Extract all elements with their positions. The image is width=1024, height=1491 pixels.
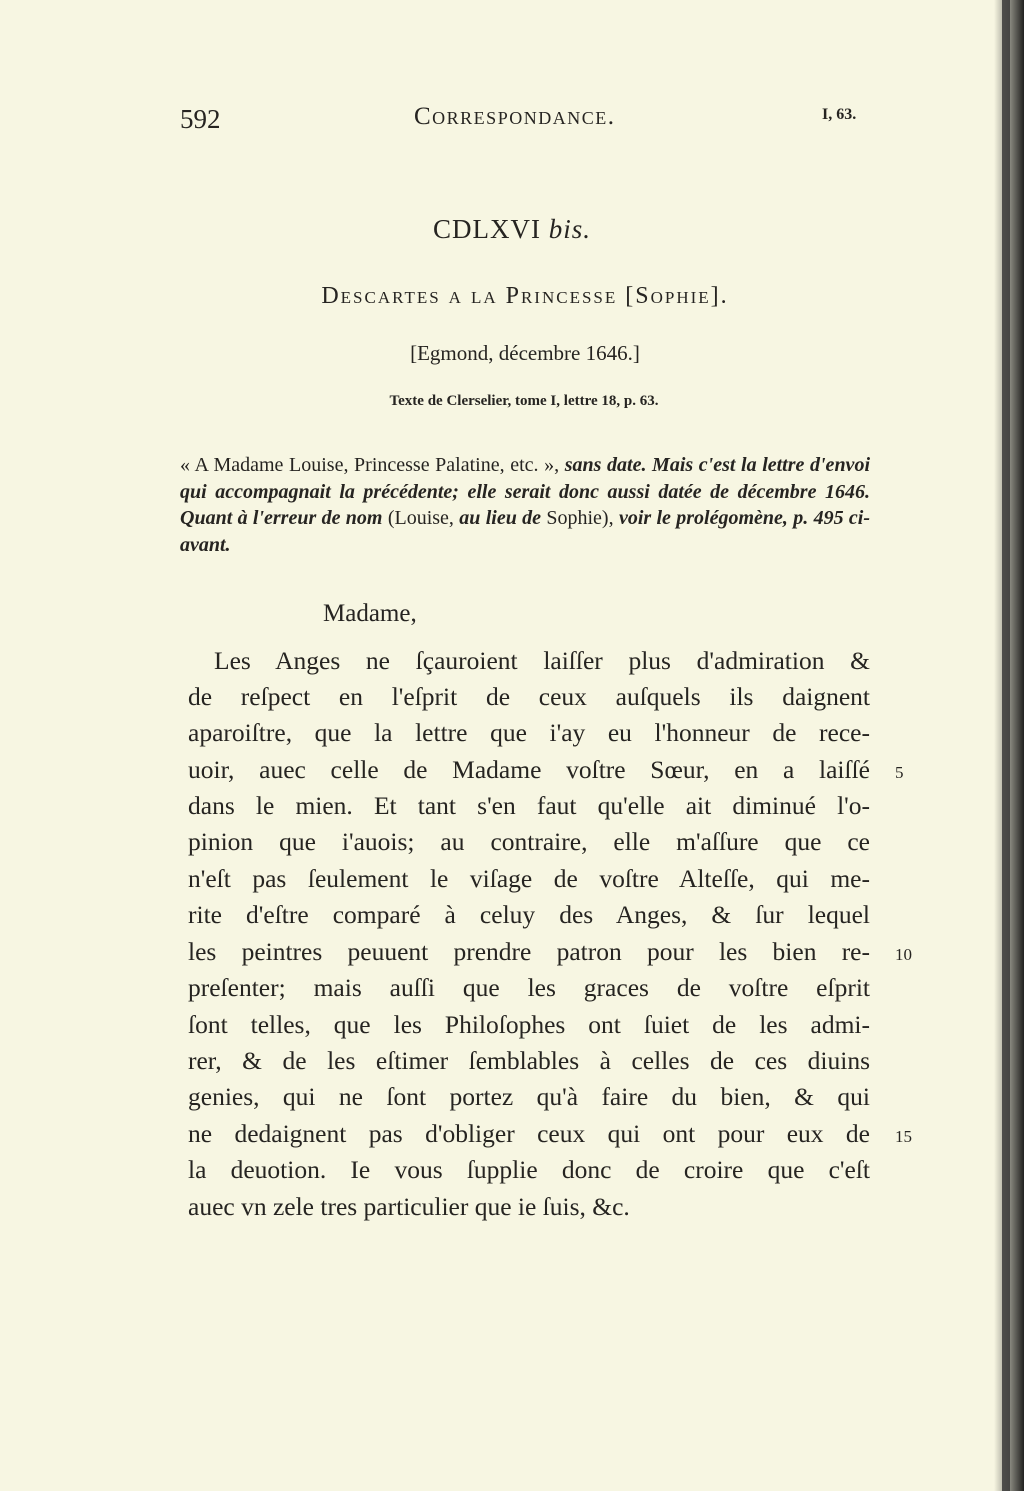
body-line: preſenter; mais auſſi que les graces de voſtre eſprit [188,973,870,1002]
note-text-3: (Louise, [387,507,460,529]
line-number: 5 [895,763,904,782]
body-line: aparoiſtre, que la lettre que i'ay eu l'honneur de rece- [188,718,870,747]
body-line: uoir, auec celle de Madame voſtre Sœur, en a laiſſé [188,755,870,784]
body-line: dans le mien. Et tant s'en faut qu'elle ait diminué l'o- [188,791,870,820]
letter-source: Texte de Clerselier, tome I, lettre 18, p. 63. [389,393,659,409]
letter-title: Descartes a la Princesse [Sophie]. [321,283,729,309]
letter-number [0,214,1024,245]
note-text-5: Sophie), [546,507,619,529]
body-line: Les Anges ne ſçauroient laiſſer plus d'admiration & [214,646,870,675]
body-line: auec vn zele tres particulier que ie ſuis, &c. [188,1192,630,1221]
editorial-note [180,452,870,558]
body-line: rite d'eſtre comparé à celuy des Anges, & ſur lequel [188,900,870,929]
note-text-4: au lieu de [459,507,547,529]
running-title: Correspondance. [414,103,616,130]
body-line: les peintres peuuent prendre patron pour les bien re- [188,937,870,966]
body-line: rer, & de les eſtimer ſemblables à celles de ces diuins [188,1046,870,1075]
note-text-2: sans date. Mais c'est la lettre d'envoi qui accompagnait la précédente; elle serait donc aussi datée de décembre 1646. Quant à l'erreur de nom [180,454,870,529]
page-number: 592 [180,104,221,134]
body-line: ſont telles, que les Philoſophes ont ſuiet de les admi- [188,1010,870,1039]
letter-dateline: [Egmond, décembre 1646.] [410,341,640,365]
letter-number-suffix: bis. [548,214,591,244]
body-line: de reſpect en l'eſprit de ceux auſquels ils daignent [188,682,870,711]
body-line: n'eſt pas ſeulement le viſage de voſtre Alteſſe, qui me- [188,864,870,893]
body-line: genies, qui ne ſont portez qu'à faire du bien, & qui [188,1082,870,1111]
salutation: Madame, [323,600,417,627]
body-line: la deuotion. Ie vous ſupplie donc de croire que c'eſt [188,1155,870,1184]
note-text-1: « A Madame Louise, Princesse Palatine, etc. », [180,454,565,476]
line-number: 10 [895,945,912,964]
body-line: pinion que i'auois; au contraire, elle m'aſſure que ce [188,827,870,856]
line-number: 15 [895,1127,912,1146]
letter-number-roman: CDLXVI [432,214,541,244]
note-text-6: voir le prolégomène, p. 495 ci-avant. [180,507,870,556]
volume-reference: I, 63. [822,106,857,123]
body-line: ne dedaignent pas d'obliger ceux qui ont pour eux de [188,1119,870,1148]
